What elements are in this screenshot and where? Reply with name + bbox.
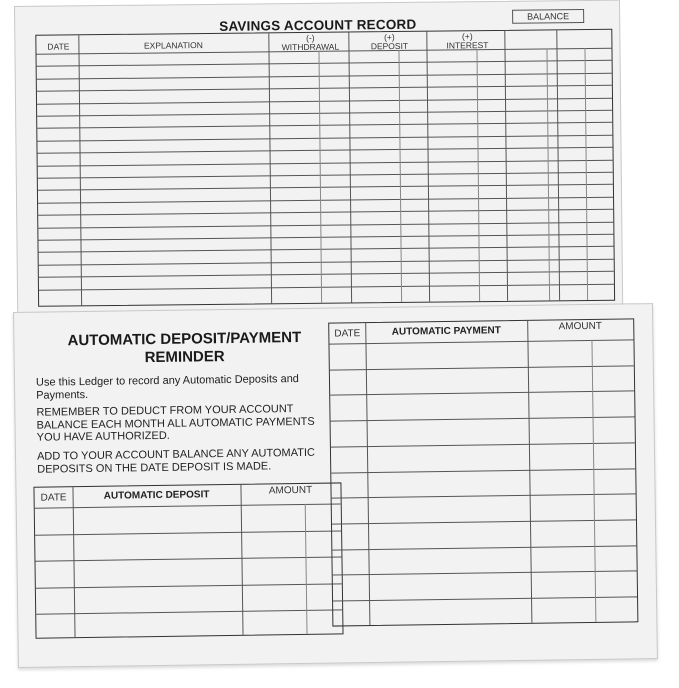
row-rule: [37, 60, 612, 67]
col-date-header: DATE: [47, 41, 70, 52]
payment-date-header: DATE: [334, 328, 361, 340]
row-rule: [36, 583, 342, 588]
row-rule: [35, 556, 341, 561]
reminder-intro-text: Use this Ledger to record any Automatic Deposits and Payments.: [35, 373, 299, 402]
header-rule: [35, 503, 341, 508]
interest-sign: (+): [461, 31, 473, 42]
column-rule: [72, 487, 75, 637]
row-rule: [38, 221, 613, 228]
row-rule: [37, 122, 612, 129]
reminder-deduct-text: REMEMBER TO DEDUCT FROM YOUR ACCOUNT BALANCE EACH MONTH ALL AUTOMATIC PAYMENTS YOU HAVE AUTHORIZED.: [36, 403, 315, 444]
row-rule: [39, 283, 614, 290]
row-rule: [37, 97, 612, 104]
row-rule: [37, 110, 612, 117]
row-rule: [39, 259, 614, 266]
deposit-label-header: AUTOMATIC DEPOSIT: [103, 489, 210, 502]
row-rule: [35, 530, 341, 535]
savings-ledger-grid: [35, 29, 615, 307]
header-rule: [329, 339, 633, 344]
automatic-deposit-table: [33, 482, 343, 638]
row-rule: [38, 172, 613, 179]
row-rule: [39, 246, 614, 253]
cents-rule: [591, 340, 596, 622]
row-rule: [37, 73, 612, 80]
balance-label: BALANCE: [527, 11, 570, 22]
row-rule: [331, 416, 635, 421]
row-rule: [331, 468, 635, 473]
row-rule: [330, 391, 634, 396]
row-rule: [38, 184, 613, 191]
row-rule: [333, 596, 637, 601]
row-rule: [38, 234, 613, 241]
reminder-title-line2: REMINDER: [144, 348, 225, 367]
col-interest-header: INTEREST: [446, 40, 489, 51]
savings-record-title: SAVINGS ACCOUNT RECORD: [219, 16, 417, 34]
row-rule: [332, 494, 636, 499]
row-rule: [38, 209, 613, 216]
column-rule: [240, 485, 243, 635]
deposit-sign: (+): [383, 32, 395, 43]
row-rule: [38, 147, 613, 154]
savings-record-page: [14, 0, 623, 322]
row-rule: [332, 545, 636, 550]
row-rule: [38, 197, 613, 204]
payment-label-header: AUTOMATIC PAYMENT: [391, 325, 501, 338]
automatic-reminder-page: [13, 303, 658, 668]
row-rule: [330, 365, 634, 370]
cents-rule: [305, 504, 308, 634]
col-withdrawal-header: WITHDRAWAL: [281, 41, 340, 53]
col-deposit-header: DEPOSIT: [370, 40, 409, 52]
row-rule: [39, 271, 614, 278]
row-rule: [333, 571, 637, 576]
row-rule: [37, 85, 612, 92]
balance-header-box: [512, 9, 584, 24]
row-rule: [38, 159, 613, 166]
payment-amount-header: AMOUNT: [558, 320, 603, 333]
deposit-date-header: DATE: [40, 492, 67, 504]
reminder-title: [34, 329, 334, 369]
automatic-payment-table: [328, 318, 638, 626]
reminder-add-text: ADD TO YOUR ACCOUNT BALANCE ANY AUTOMATIC DEPOSITS ON THE DATE DEPOSIT IS MADE.: [36, 446, 316, 476]
withdrawal-sign: (-): [306, 32, 315, 43]
row-rule: [332, 519, 636, 524]
row-rule: [36, 609, 342, 614]
deposit-amount-header: AMOUNT: [268, 484, 313, 497]
col-explanation-header: EXPLANATION: [143, 40, 203, 51]
reminder-title-line1: AUTOMATIC DEPOSIT/PAYMENT: [67, 328, 302, 350]
row-rule: [37, 135, 612, 142]
row-rule: [331, 442, 635, 447]
